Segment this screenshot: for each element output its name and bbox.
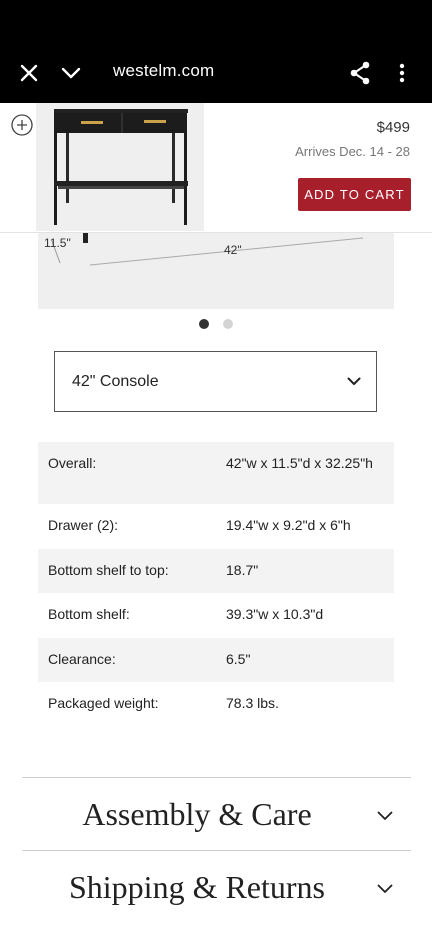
product-image[interactable] <box>38 233 394 309</box>
table-row <box>38 682 394 727</box>
depth-dimension-label: 11.5" <box>44 236 71 250</box>
sticky-product-bar <box>0 103 432 233</box>
dimensions-table <box>38 442 394 727</box>
chevron-down-icon <box>377 808 393 826</box>
url-text[interactable]: westelm.com <box>113 61 215 80</box>
dimension-value: 19.4"w x 9.2"d x 6"h <box>226 517 351 533</box>
delivery-estimate: Arrives Dec. 14 - 28 <box>295 144 410 159</box>
more-vert-icon[interactable] <box>390 57 414 89</box>
add-circle-icon[interactable] <box>11 114 33 136</box>
dimension-label: Drawer (2): <box>48 517 119 533</box>
dimension-label: Packaged weight: <box>48 695 159 711</box>
table-row <box>38 549 394 594</box>
accordion-shipping-returns[interactable] <box>22 850 411 923</box>
table-row <box>38 504 394 549</box>
table-row <box>38 638 394 683</box>
dimension-value: 39.3"w x 10.3"d <box>226 606 324 622</box>
size-select[interactable] <box>54 351 377 412</box>
dimension-value: 78.3 lbs. <box>226 695 279 711</box>
accordion-title: Shipping & Returns <box>68 868 325 905</box>
width-dimension-label: 42" <box>224 243 242 257</box>
product-price: $499 <box>376 119 410 136</box>
carousel-dot-2[interactable] <box>223 319 233 329</box>
dimension-label: Overall: <box>48 455 97 471</box>
accordion-assembly-care[interactable] <box>22 777 411 850</box>
accordion-title: Assembly & Care <box>82 795 312 832</box>
close-icon[interactable] <box>14 58 44 88</box>
dimension-label: Bottom shelf to top: <box>48 561 169 578</box>
dimension-label: Bottom shelf: <box>48 606 130 622</box>
carousel-dot-1[interactable] <box>199 319 209 329</box>
chevron-down-icon <box>377 881 393 899</box>
dimension-value: 18.7" <box>226 561 259 578</box>
dimension-value: 42"w x 11.5"d x 32.25"h <box>226 455 373 471</box>
dimension-label: Clearance: <box>48 650 116 667</box>
share-icon[interactable] <box>344 57 376 89</box>
product-thumbnail <box>36 103 204 231</box>
chevron-down-icon[interactable] <box>56 58 86 88</box>
carousel-indicator <box>0 319 432 329</box>
browser-toolbar <box>0 0 432 103</box>
table-row <box>38 442 394 504</box>
dimension-value: 6.5" <box>226 650 251 667</box>
add-to-cart-button[interactable]: ADD TO CART <box>298 178 411 211</box>
table-row <box>38 593 394 638</box>
chevron-down-icon <box>347 373 361 391</box>
size-select-value: 42" Console <box>72 372 159 390</box>
